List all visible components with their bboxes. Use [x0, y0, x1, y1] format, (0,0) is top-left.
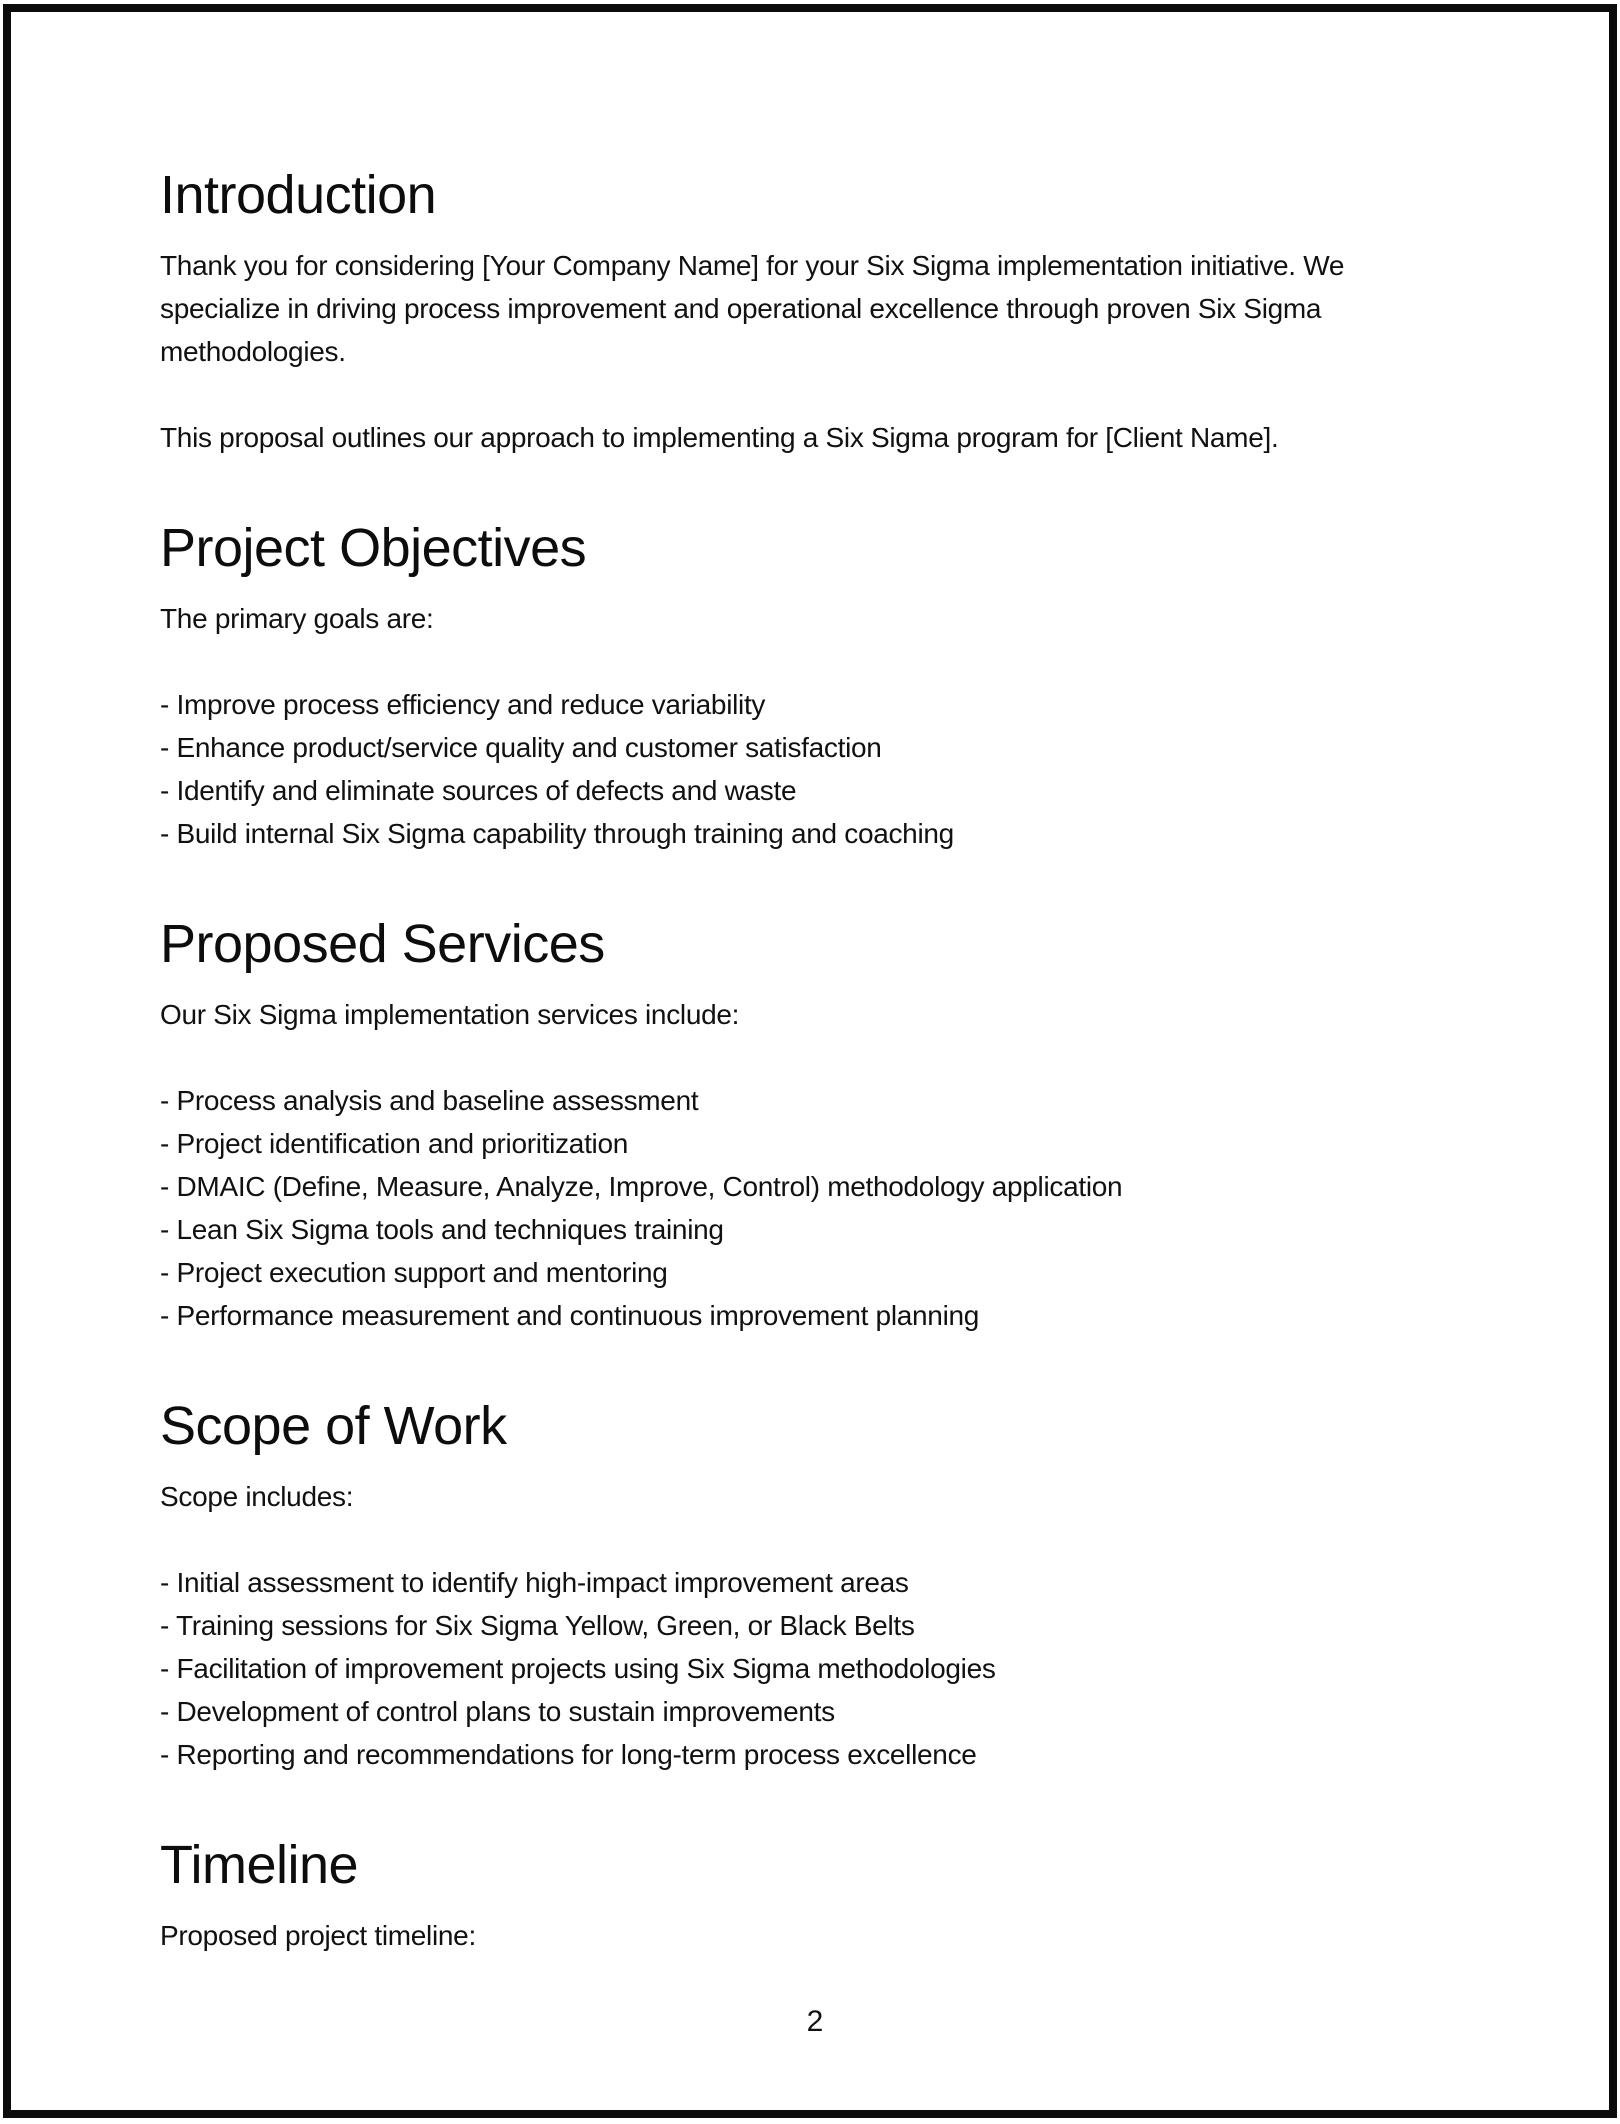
page-number: 2: [806, 2005, 824, 2038]
timeline-intro: Proposed project timeline:: [160, 1920, 476, 1951]
list-item: - Process analysis and baseline assessment: [160, 1085, 699, 1116]
list-item: - Training sessions for Six Sigma Yellow, Green, or Black Belts: [160, 1610, 915, 1641]
list-item: - Enhance product/service quality and customer satisfaction: [160, 732, 882, 763]
section-heading-scope-of-work: Scope of Work: [160, 1396, 507, 1456]
document-body: [160, 0, 1470, 2043]
list-item: - Performance measurement and continuous improvement planning: [160, 1300, 980, 1331]
section-heading-project-objectives: Project Objectives: [160, 518, 587, 578]
section-heading-timeline: Timeline: [160, 1835, 359, 1895]
scope-list: [160, 1561, 1470, 1776]
list-item: - DMAIC (Define, Measure, Analyze, Improve, Control) methodology application: [160, 1171, 1123, 1202]
list-item: - Build internal Six Sigma capability through training and coaching: [160, 818, 954, 849]
section-heading-proposed-services: Proposed Services: [160, 914, 605, 974]
list-item: - Lean Six Sigma tools and techniques training: [160, 1214, 724, 1245]
services-intro: Our Six Sigma implementation services include:: [160, 999, 740, 1030]
list-item: - Identify and eliminate sources of defects and waste: [160, 775, 797, 806]
list-item: - Development of control plans to sustain improvements: [160, 1696, 835, 1727]
intro-paragraph-2: This proposal outlines our approach to implementing a Six Sigma program for [Client Name].: [160, 422, 1279, 453]
list-item: - Facilitation of improvement projects using Six Sigma methodologies: [160, 1653, 996, 1684]
list-item: - Initial assessment to identify high-impact improvement areas: [160, 1567, 909, 1598]
list-item: - Reporting and recommendations for long-term process excellence: [160, 1739, 977, 1770]
scope-intro: Scope includes:: [160, 1481, 354, 1512]
list-item: - Project identification and prioritization: [160, 1128, 629, 1159]
objectives-intro: The primary goals are:: [160, 603, 434, 634]
section-heading-introduction: Introduction: [160, 165, 437, 225]
intro-paragraph-1: Thank you for considering [Your Company Name] for your Six Sigma implementation initiative. We specialize in driving process improvement and operational excellence through proven Six Sigma methodologies.: [160, 250, 1345, 367]
list-item: - Improve process efficiency and reduce variability: [160, 689, 766, 720]
services-list: [160, 1079, 1470, 1337]
list-item: - Project execution support and mentoring: [160, 1257, 668, 1288]
objectives-list: [160, 683, 1470, 855]
